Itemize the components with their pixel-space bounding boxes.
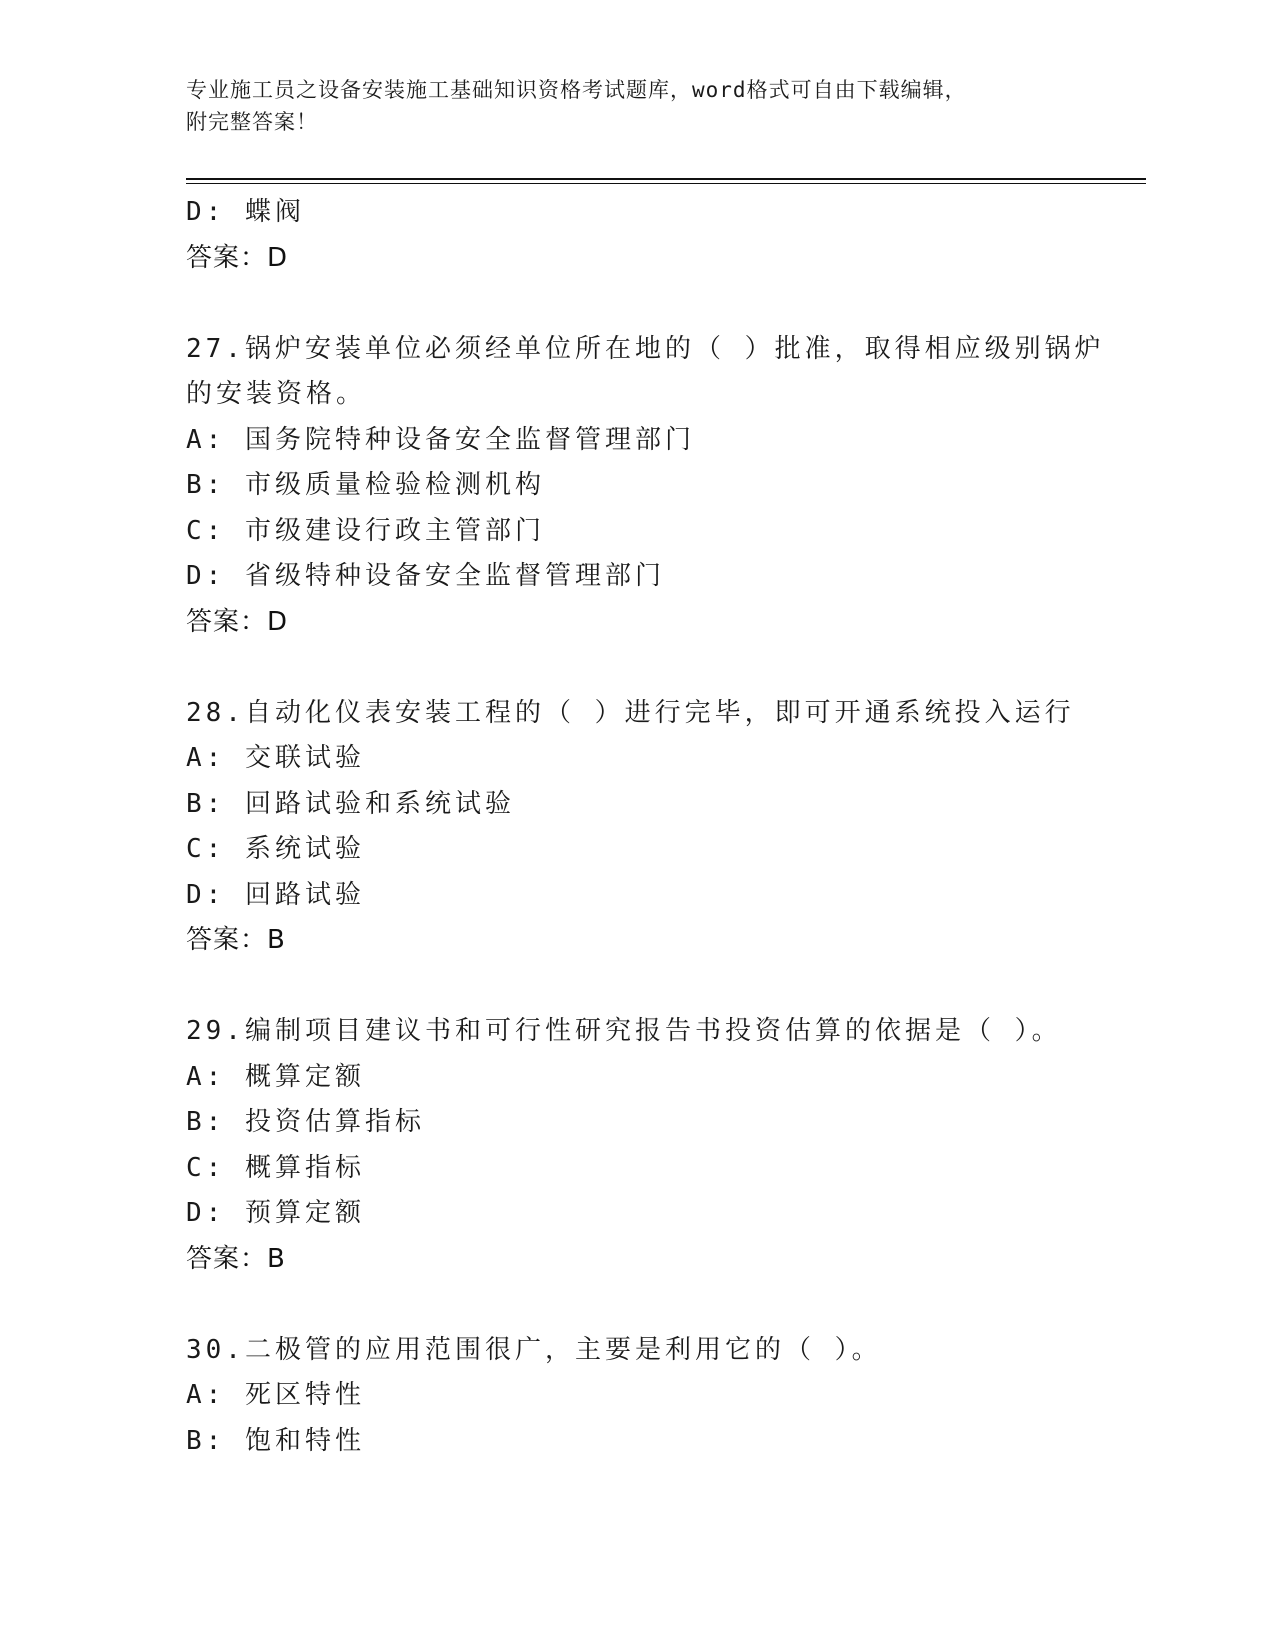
option-b: B: 饱和特性	[186, 1425, 365, 1456]
question-stem: 28.自动化仪表安装工程的（ ）进行完毕，即可开通系统投入运行	[186, 697, 1075, 728]
option-d: D: 蝶阀	[186, 197, 305, 227]
page-header	[186, 74, 1086, 138]
question-stem: 29.编制项目建议书和可行性研究报告书投资估算的依据是（ ）。	[186, 1016, 1062, 1046]
question-28	[186, 691, 1146, 964]
option-b: B: 投资估算指标	[186, 1107, 425, 1137]
option-a: A: 死区特性	[186, 1380, 365, 1410]
spacer	[186, 964, 1146, 1010]
option-a: A: 交联试验	[186, 743, 365, 773]
header-divider-thin	[186, 183, 1146, 184]
header-line-2: 附完整答案！	[186, 110, 318, 134]
question-stem: 27.锅炉安装单位必须经单位所在地的（ ）批准，取得相应级别锅炉	[186, 333, 1105, 364]
question-list	[186, 190, 1146, 1464]
spacer	[186, 1282, 1146, 1328]
question-29	[186, 1009, 1146, 1282]
question-stem: 30.二极管的应用范围很广，主要是利用它的（ ）。	[186, 1334, 882, 1365]
question-stem-continued: 的安装资格。	[186, 379, 367, 409]
question-30	[186, 1328, 1146, 1465]
answer-line: 答案：B	[186, 925, 286, 955]
spacer	[186, 645, 1146, 691]
spacer	[186, 281, 1146, 327]
answer-line: 答案：D	[186, 606, 289, 637]
question-26	[186, 190, 1146, 281]
option-a: A: 概算定额	[186, 1061, 365, 1092]
answer-line: 答案：D	[186, 242, 289, 273]
option-d: D: 预算定额	[186, 1198, 365, 1228]
option-b: B: 市级质量检验检测机构	[186, 470, 545, 500]
option-d: D: 省级特种设备安全监督管理部门	[186, 561, 665, 591]
option-c: C: 市级建设行政主管部门	[186, 515, 545, 546]
answer-line: 答案：B	[186, 1243, 286, 1274]
option-c: C: 系统试验	[186, 834, 365, 864]
option-d: D: 回路试验	[186, 879, 365, 910]
option-a: A: 国务院特种设备安全监督管理部门	[186, 424, 695, 455]
option-b: B: 回路试验和系统试验	[186, 788, 515, 819]
question-27	[186, 327, 1146, 646]
header-divider-thick	[186, 178, 1146, 180]
header-line-1: 专业施工员之设备安装施工基础知识资格考试题库，word格式可自由下载编辑，	[186, 78, 967, 102]
option-c: C: 概算指标	[186, 1152, 365, 1183]
